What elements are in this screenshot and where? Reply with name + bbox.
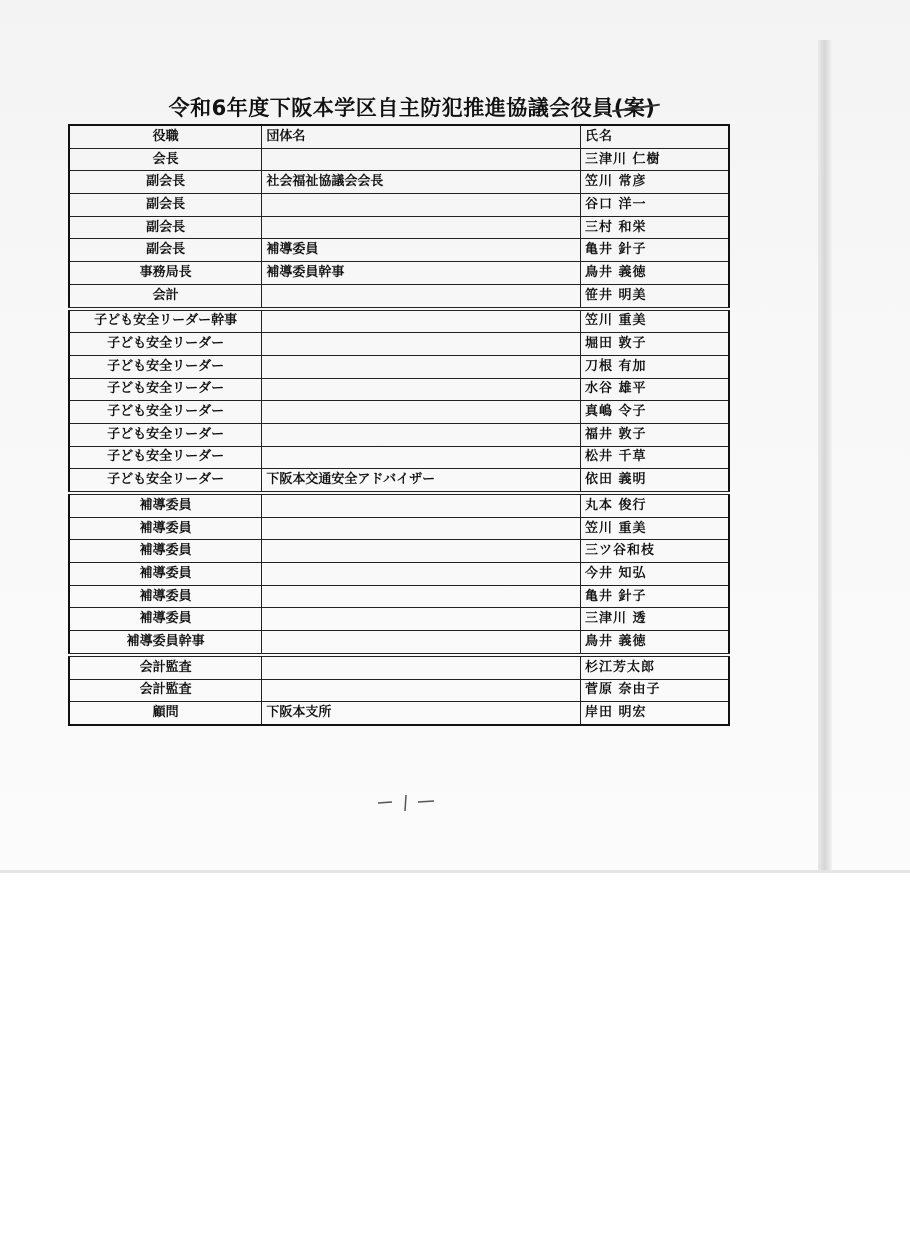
cell-org: 補導委員幹事 [262, 262, 581, 285]
table-row [69, 608, 729, 631]
cell-role: 副会長 [69, 216, 262, 239]
cell-name: 堀田 敦子 [581, 333, 729, 356]
cell-role: 補導委員 [69, 585, 262, 608]
cell-org [262, 563, 581, 586]
cell-name: 笠川 重美 [581, 517, 729, 540]
cell-org: 社会福祉協議会会長 [262, 171, 581, 194]
scan-edge-line [0, 870, 910, 873]
scan-shadow-right [818, 40, 832, 870]
table-row [69, 423, 729, 446]
cell-name: 笠川 常彦 [581, 171, 729, 194]
table-row [69, 517, 729, 540]
title-area [0, 92, 910, 124]
cell-org: 下阪本交通安全アドバイザー [262, 469, 581, 493]
header-role: 役職 [69, 125, 262, 148]
cell-name: 笠川 重美 [581, 309, 729, 333]
cell-org [262, 401, 581, 424]
header-name: 氏名 [581, 125, 729, 148]
cell-role: 補導委員 [69, 493, 262, 517]
cell-role: 副会長 [69, 194, 262, 217]
cell-org [262, 284, 581, 308]
cell-role: 子ども安全リーダー [69, 423, 262, 446]
cell-name: 三津川 透 [581, 608, 729, 631]
table-row [69, 655, 729, 679]
page-number-text: -1- [374, 790, 376, 791]
table-row [69, 194, 729, 217]
table-row [69, 355, 729, 378]
cell-name: 鳥井 義徳 [581, 631, 729, 655]
table-row [69, 446, 729, 469]
cell-role: 補導委員 [69, 540, 262, 563]
cell-role: 子ども安全リーダー [69, 333, 262, 356]
cell-name: 三津川 仁樹 [581, 148, 729, 171]
cell-org [262, 355, 581, 378]
table-row [69, 702, 729, 725]
cell-org [262, 194, 581, 217]
cell-role: 補導委員 [69, 608, 262, 631]
cell-role: 子ども安全リーダー幹事 [69, 309, 262, 333]
cell-name: 水谷 雄平 [581, 378, 729, 401]
cell-role: 子ども安全リーダー [69, 446, 262, 469]
table-row [69, 493, 729, 517]
roster-body [69, 148, 729, 725]
cell-role: 副会長 [69, 171, 262, 194]
cell-role: 会計 [69, 284, 262, 308]
cell-name: 亀井 針子 [581, 585, 729, 608]
cell-org [262, 655, 581, 679]
table-row [69, 378, 729, 401]
cell-org [262, 216, 581, 239]
table-row [69, 262, 729, 285]
cell-role: 子ども安全リーダー [69, 378, 262, 401]
cell-role: 子ども安全リーダー [69, 469, 262, 493]
cell-name: 真嶋 令子 [581, 401, 729, 424]
officer-roster-table [68, 124, 730, 726]
table-row [69, 333, 729, 356]
cell-name: 鳥井 義徳 [581, 262, 729, 285]
cell-role: 会計監査 [69, 679, 262, 702]
cell-org [262, 517, 581, 540]
table-header-row [69, 125, 729, 148]
cell-name: 亀井 針子 [581, 239, 729, 262]
cell-org: 下阪本支所 [262, 702, 581, 725]
cell-org [262, 585, 581, 608]
cell-org [262, 679, 581, 702]
cell-name: 依田 義明 [581, 469, 729, 493]
table-row [69, 284, 729, 308]
table-row [69, 469, 729, 493]
cell-name: 福井 敦子 [581, 423, 729, 446]
cell-org [262, 446, 581, 469]
cell-org [262, 309, 581, 333]
cell-role: 副会長 [69, 239, 262, 262]
cell-name: 今井 知弘 [581, 563, 729, 586]
cell-name: 松井 千草 [581, 446, 729, 469]
cell-name: 三村 和栄 [581, 216, 729, 239]
cell-org [262, 423, 581, 446]
cell-org [262, 608, 581, 631]
cell-org [262, 333, 581, 356]
cell-name: 谷口 洋一 [581, 194, 729, 217]
cell-role: 子ども安全リーダー [69, 401, 262, 424]
table-row [69, 585, 729, 608]
cell-org [262, 493, 581, 517]
table-row [69, 401, 729, 424]
cell-name: 岸田 明宏 [581, 702, 729, 725]
cell-name: 杉江芳太郎 [581, 655, 729, 679]
cell-name: 三ツ谷和枝 [581, 540, 729, 563]
document-title-text: 令和6年度下阪本学区自主防犯推進協議会役員 [168, 96, 614, 120]
table-row [69, 563, 729, 586]
cell-org [262, 540, 581, 563]
table-row [69, 148, 729, 171]
table-row [69, 216, 729, 239]
cell-role: 補導委員 [69, 517, 262, 540]
cell-name: 刀根 有加 [581, 355, 729, 378]
cell-role: 会計監査 [69, 655, 262, 679]
cell-role: 補導委員幹事 [69, 631, 262, 655]
cell-role: 顧問 [69, 702, 262, 725]
table-row [69, 239, 729, 262]
draft-mark-struck: (案) [614, 92, 656, 122]
cell-org [262, 631, 581, 655]
cell-role: 会長 [69, 148, 262, 171]
table-row [69, 679, 729, 702]
cell-role: 補導委員 [69, 563, 262, 586]
cell-org [262, 148, 581, 171]
header-org: 団体名 [262, 125, 581, 148]
cell-name: 菅原 奈由子 [581, 679, 729, 702]
document-title [169, 92, 656, 122]
table-row [69, 631, 729, 655]
cell-org: 補導委員 [262, 239, 581, 262]
cell-role: 事務局長 [69, 262, 262, 285]
cell-org [262, 378, 581, 401]
cell-name: 丸本 俊行 [581, 493, 729, 517]
table-row [69, 309, 729, 333]
page-number-mark [374, 790, 444, 814]
table-row [69, 171, 729, 194]
cell-name: 笹井 明美 [581, 284, 729, 308]
table-row [69, 540, 729, 563]
cell-role: 子ども安全リーダー [69, 355, 262, 378]
